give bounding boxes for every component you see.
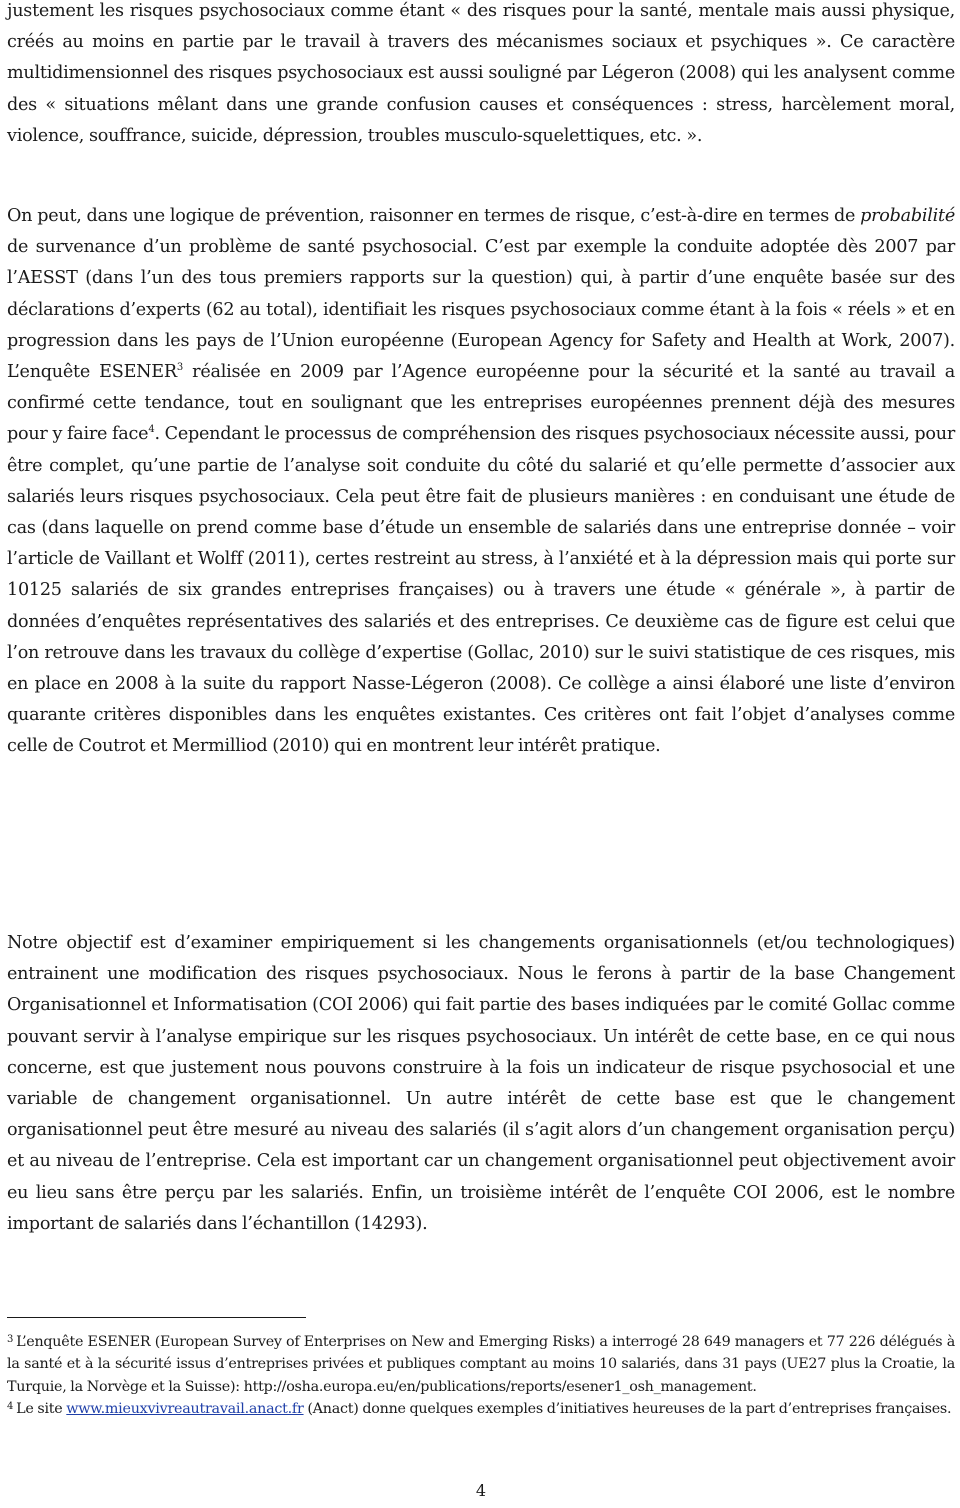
footnote-ref-4[interactable]: 4 bbox=[148, 424, 155, 436]
paragraph-text: . Cependant le processus de compréhension des risques psychosociaux nécessite aussi, pour être complet, qu’une partie de l’analyse soit conduite du côté du salarié et qu’elle permette d’associer aux salariés leurs risques psychosociaux. Cela peut être fait de plusieurs manières : en conduisant une étude de cas (dans laquelle on prend comme base d’étude un ensemble de salariés dans une entreprise donnée – voir l’article de Vaillant et Wolff (2011), certes restreint au stress, à l’anxiété et à la dépression mais qui porte sur 10125 salariés de six grandes entreprises françaises) ou à travers une étude « générale », à partir de données d’enquêtes représentatives des salariés et des entreprises. Ce deuxième cas de figure est celui que l’on retrouve dans les travaux du collège d’expertise (Gollac, 2010) sur le suivi statistique de ces risques, mis en place en 2008 à la suite du rapport Nasse-Légeron (2008). Ce collège a ainsi élaboré une liste d’environ quarante critères disponibles dans les enquêtes existantes. Ces critères ont fait l’objet d’analyses comme celle de Coutrot et Mermilliod (2010) qui en montrent leur intérêt pratique. bbox=[7, 424, 955, 757]
paragraph-text: de survenance d’un problème de santé psychosocial. C’est par exemple la conduite adoptée dès 2007 par l’AESST (dans l’un des tous premiers rapports sur la question) qui, à partir d’une enquête basée sur des déclarations d’experts (62 au total), identifiait les risques psychosociaux comme étant à la fois « réels » et en progression dans les pays de l’Union européenne (European Agency for Safety and Health at Work, 2007). L’enquête ESENER bbox=[7, 237, 955, 383]
document-page bbox=[7, 0, 955, 1508]
paragraph-objective bbox=[7, 928, 955, 1240]
footnote-4 bbox=[7, 1398, 955, 1420]
paragraph-risques-psychosociaux-definition bbox=[7, 0, 955, 152]
footnote-text: L’enquête ESENER (European Survey of Enterprises on New and Emerging Risks) a interrogé 28 649 managers et 77 226 délégués à la santé et à la sécurité issus d’entreprises privées et publiques comptant au moins 10 salariés, dans 31 pays (UE27 plus la Croatie, la Turquie, la Norvège et la Suisse): http://osha.europa.eu/en/publications/reports/esener1_osh_management. bbox=[7, 1334, 955, 1395]
page-number: 4 bbox=[475, 1481, 487, 1500]
footnote-mark: 3 bbox=[7, 1334, 14, 1345]
footnote-text: Le site bbox=[16, 1401, 67, 1418]
emphasis-probabilite: probabilité bbox=[860, 206, 955, 226]
footnote-3 bbox=[7, 1331, 955, 1398]
footnote-ref-3[interactable]: 3 bbox=[176, 362, 184, 374]
footnote-mark: 4 bbox=[7, 1401, 14, 1413]
footnote-separator bbox=[7, 1317, 306, 1318]
paragraph-prevention-approach bbox=[7, 201, 955, 763]
paragraph-text: justement les risques psychosociaux comme étant « des risques pour la santé, mentale mais aussi physique, créés au moins en partie par le travail à travers des mécanismes sociaux et psychiques ». Ce caractère multidimensionnel des risques psychosociaux est aussi souligné par Légeron (2008) qui les analysent comme des « situations mêlant dans une grande confusion causes et conséquences : stress, harcèlement moral, violence, souffrance, suicide, dépression, troubles musculo-squelettiques, etc. ». bbox=[7, 1, 955, 146]
paragraph-text: On peut, dans une logique de prévention, raisonner en termes de risque, c’est-à-dire en termes de bbox=[7, 206, 861, 226]
paragraph-text: Notre objectif est d’examiner empiriquement si les changements organisationnels (et/ou technologiques) entrainent une modification des risques psychosociaux. Nous le ferons à partir de la base Changement Organisationnel et Informatisation (COI 2006) qui fait partie des bases indiquées par le comité Gollac comme pouvant servir à l’analyse empirique sur les risques psychosociaux. Un intérêt de cette base, en ce qui nous concerne, est que justement nous pouvons construire à la fois un indicateur de risque psychosocial et une variable de changement organisationnel. Un autre intérêt de cette base est que le changement organisationnel peut être mesuré au niveau des salariés (il s’agit alors d’un changement organisation perçu) et au niveau de l’entreprise. Cela est important car un changement organisationnel peut objectivement avoir eu lieu sans être perçu par les salariés. Enfin, un troisième intérêt de l’enquête COI 2006, est le nombre important de salariés dans l’échantillon (14293). bbox=[7, 933, 955, 1234]
anact-website-link[interactable]: www.mieuxvivreautravail.anact.fr bbox=[66, 1401, 304, 1418]
footnotes bbox=[7, 1331, 955, 1421]
paragraph-text: réalisée en 2009 par l’Agence européenne pour la sécurité et la santé au travail a confirmé cette tendance, tout en soulignant que les entreprises européennes prennent déjà des mesures pour y faire face bbox=[7, 362, 955, 445]
footnote-text: (Anact) donne quelques exemples d’initiatives heureuses de la part d’entreprises françaises. bbox=[303, 1401, 952, 1418]
